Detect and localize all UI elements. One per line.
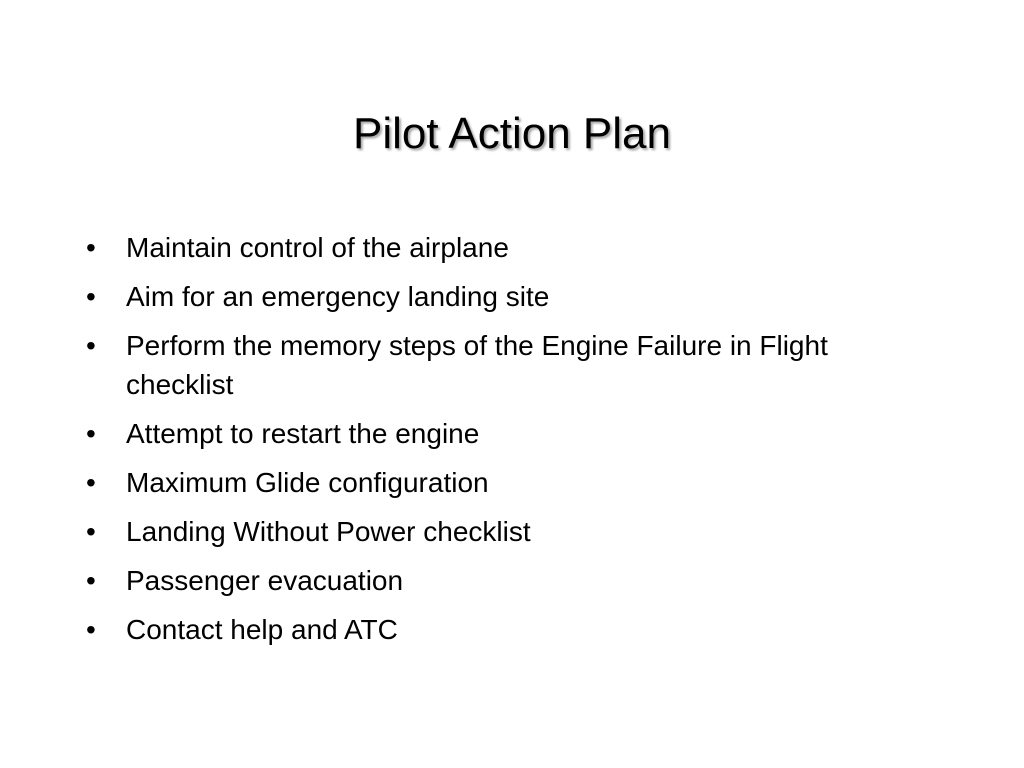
bullet-item	[86, 610, 926, 649]
bullet-icon: •	[86, 516, 96, 547]
bullet-text: Passenger evacuation	[126, 565, 404, 596]
bullet-icon: •	[86, 330, 96, 361]
bullet-item	[86, 463, 926, 502]
bullet-text: Maintain control of the airplane	[126, 232, 509, 263]
slide-title: Pilot Action Plan	[353, 109, 671, 158]
bullet-item	[86, 512, 926, 551]
bullet-icon: •	[86, 281, 96, 312]
bullet-text: Contact help and ATC	[126, 614, 398, 645]
bullet-text: Aim for an emergency landing site	[126, 281, 550, 312]
bullet-text: Perform the memory steps of the Engine Failure in Flight checklist	[126, 330, 828, 400]
bullet-icon: •	[86, 565, 96, 596]
bullet-icon: •	[86, 614, 96, 645]
bullet-text: Attempt to restart the engine	[126, 418, 480, 449]
bullet-item	[86, 561, 926, 600]
bullet-text: Maximum Glide configuration	[126, 467, 489, 498]
bullet-item	[86, 277, 926, 316]
bullet-icon: •	[86, 467, 96, 498]
bullet-item	[86, 228, 926, 267]
bullet-list	[86, 228, 926, 659]
bullet-text: Landing Without Power checklist	[126, 516, 531, 547]
bullet-item	[86, 326, 926, 404]
bullet-item	[86, 414, 926, 453]
bullet-icon: •	[86, 232, 96, 263]
bullet-icon: •	[86, 418, 96, 449]
